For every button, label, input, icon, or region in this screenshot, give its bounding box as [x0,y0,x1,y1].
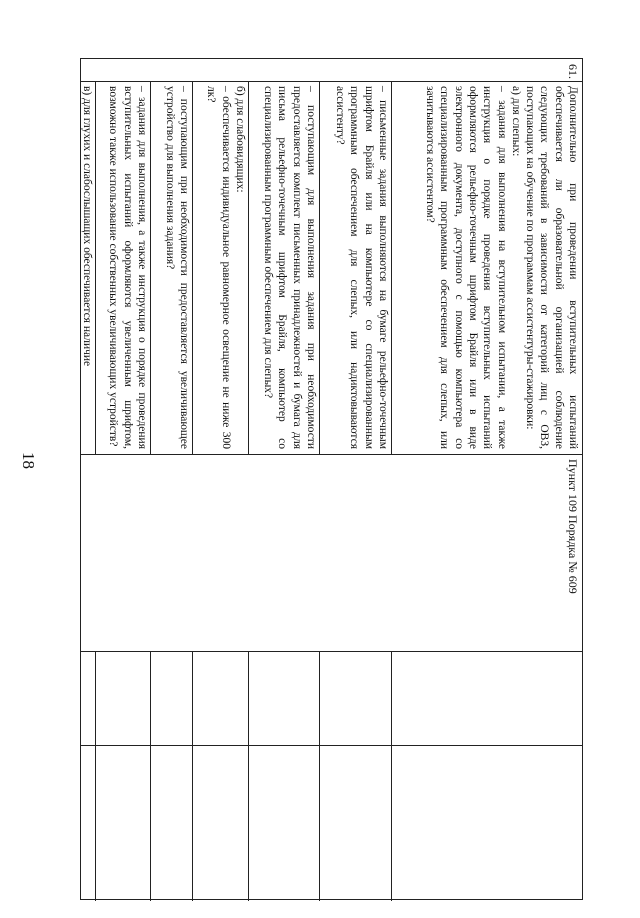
requirement-text: Дополнительно при проведении вступительных испытаний обеспечивается ли образовательной организацией соблюдение следующих требований в зависимости от категорий лиц с ОВЗ, поступающих на обучение по программам ассистентуры-стажировки: [524,86,579,449]
page-number: 18 [19,452,38,469]
requirement-block-magnifier [151,81,193,454]
requirement-text: – обеспечивается индивидуальное равномерное освещение не ниже 300 лк? [205,86,232,449]
column-divider [81,454,582,455]
requirement-text: а) для слепых: [509,86,522,157]
requirement-text: б) для слабовидящих: [234,86,246,193]
requirement-block-large-print [96,81,151,454]
rotated-page-content [80,58,583,900]
row-divider [391,651,392,901]
requirement-text: – задания для выполнения, а также инструкция о порядке проведения вступительных испытаний оформляются увеличенным шрифтом, возможно также использование собственных увеличивающих устройств? [107,86,148,449]
requirement-block-blind-intro [392,81,582,454]
requirement-text: – письменные задания выполняются на бумаге рельефно-точечным шрифтом Брайля или на компьютере со специализированным программным обеспечением для слепых, или надиктовываются ассистенту? [334,86,389,449]
row-divider [95,651,96,901]
checklist-table [80,58,583,900]
row-divider [150,651,151,901]
requirement-text: – задания для выполнения на вступительном испытании, а также инструкция о порядке проведения вступительных испытаний оформляются рельефно-точечным шрифтом Брайля или в виде электронного документа, доступного с помощью компьютера со специализированным программным обеспечением для слепых, или зачитываются ассистентом? [424,86,508,449]
row-divider [192,651,193,901]
column-divider [81,745,582,746]
row-divider [248,651,249,901]
row-divider [319,651,320,901]
requirement-text: в) для глухих и слабослышащих обеспечивается наличие [81,86,93,367]
requirement-block-visually-impaired [193,81,249,454]
requirement-text: – поступающим при необходимости предоставляется увеличивающее устройство для выполнения задания? [163,86,190,449]
requirement-block-written-tasks [320,81,392,454]
requirement-text: – поступающим для выполнения задания при необходимости предоставляется комплект письменных принадлежностей и бумага для письма рельефно-точечным шрифтом Брайля, компьютер со специализированным программным обеспечением для слепых? [262,86,317,449]
requirement-block-writing-supplies [249,81,320,454]
row-number: 61. [566,64,580,79]
requirement-block-deaf [79,81,96,454]
regulation-reference: Пункт 109 Порядка № 609 [566,459,580,594]
column-divider [81,651,582,652]
